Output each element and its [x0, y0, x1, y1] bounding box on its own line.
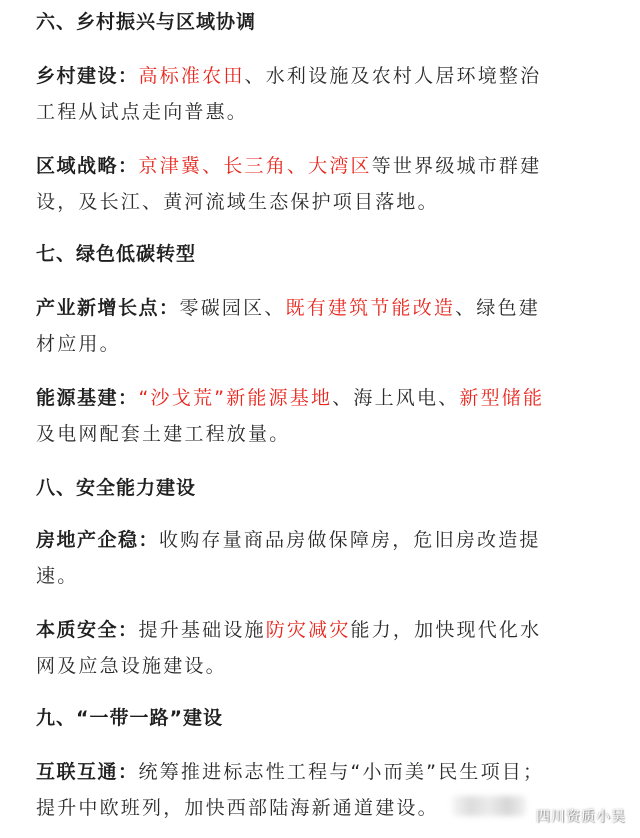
highlight-text: 既有建筑节能改造: [285, 297, 456, 319]
term-label: 区域战略：: [36, 155, 139, 177]
body-text: 统筹推进标志性工程与“小而美”民生项目；提升中欧班列，加快西部陆海新通道建设。: [36, 761, 545, 819]
term-label: 互联互通：: [36, 761, 139, 783]
body-text: 、海上风电、: [332, 387, 460, 409]
term-label: 房地产企稳：: [36, 529, 160, 551]
body-text: 能力，加快现代化水网及应急设施建设。: [36, 619, 542, 677]
paragraph-rural-construction: [36, 58, 556, 130]
paragraph-industry-growth: [36, 290, 546, 362]
body-text: 收购存量商品房做保障房，危旧房改造提速。: [36, 529, 541, 587]
body-text: 提升基础设施: [138, 619, 266, 641]
paragraph-real-estate: [36, 522, 556, 594]
body-text: 及电网配套土建工程放量。: [36, 423, 291, 445]
section-heading: 九、“一带一路”建设: [36, 707, 223, 729]
term-label: 产业新增长点：: [36, 297, 180, 319]
highlight-text: 高标准农田: [138, 65, 245, 87]
paragraph-energy-infrastructure: [36, 380, 556, 452]
term-label: 乡村建设：: [36, 65, 139, 87]
highlight-text: 京津冀、长三角、大湾区: [138, 155, 372, 177]
highlight-text: “沙戈荒”新能源基地: [138, 387, 333, 409]
highlight-text: 防灾减灾: [265, 619, 351, 641]
term-label: 能源基建：: [36, 387, 139, 409]
body-text: 零碳园区、: [179, 297, 286, 319]
section-heading: 六、乡村振兴与区域协调: [36, 11, 257, 33]
section-heading: 七、绿色低碳转型: [36, 243, 197, 265]
term-label: 本质安全：: [36, 619, 139, 641]
watermark-text: 四川资质小吴: [536, 809, 626, 825]
paragraph-intrinsic-safety: [36, 612, 556, 684]
highlight-text: 新型储能: [459, 387, 545, 409]
body-text: 等世界级城市群建设，及长江、黄河流域生态保护项目落地。: [36, 155, 542, 213]
body-text: 、水利设施及农村人居环境整治工程从试点走向普惠。: [36, 65, 542, 123]
body-text: 、绿色建材应用。: [36, 297, 540, 355]
section-heading: 八、安全能力建设: [36, 477, 197, 499]
blurred-region: [452, 796, 526, 816]
paragraph-regional-strategy: [36, 148, 556, 220]
